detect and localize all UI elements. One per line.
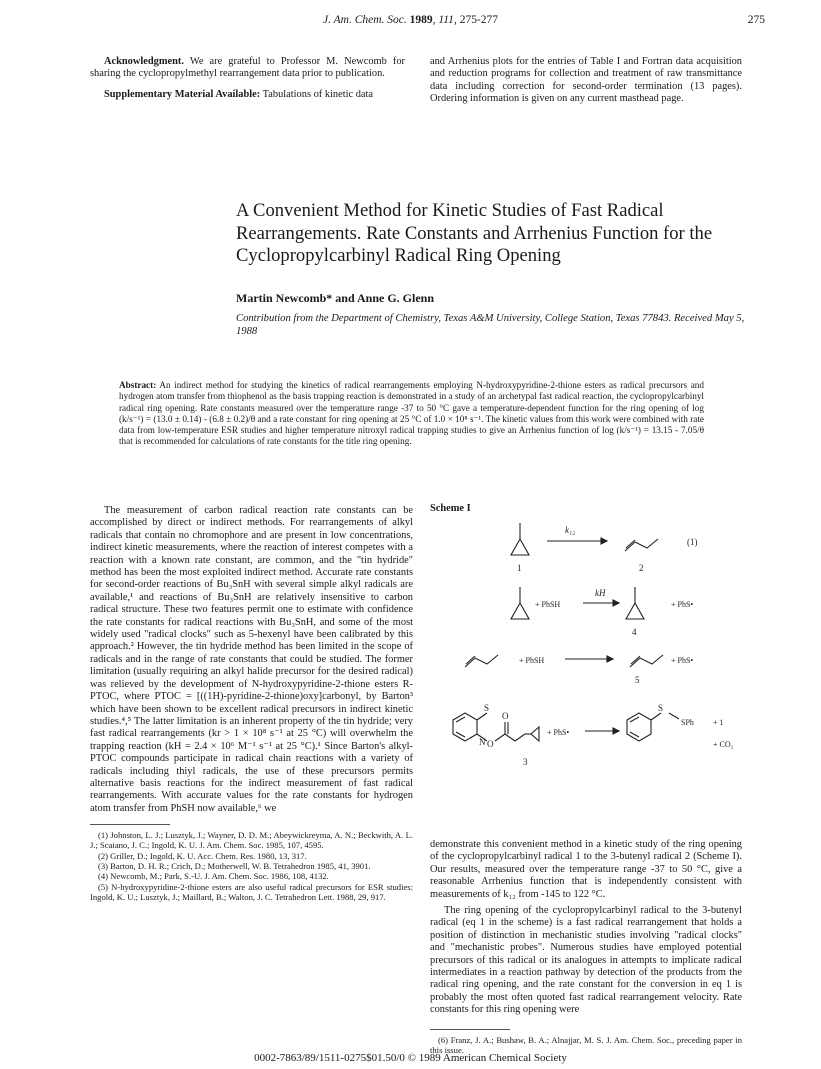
compound-4-label: 4 xyxy=(632,627,637,637)
compound-3-label: 3 xyxy=(523,757,528,767)
journal-name: J. Am. Chem. Soc. xyxy=(322,14,407,26)
equation-number: (1) xyxy=(687,537,698,547)
kh-label: kH xyxy=(595,588,606,598)
copyright-footer: 0002-7863/89/1511-0275$01.50/0 © 1989 American Chemical Society xyxy=(254,1052,567,1064)
abstract xyxy=(119,380,704,448)
thione-s-label: S xyxy=(484,703,490,713)
supplementary-text: Tabulations of kinetic data xyxy=(262,88,374,100)
footnote-5: (5) N-hydroxypyridine-2-thione esters are also useful radical precursors for ESR studies: Ingold, K. U.; Lusztyk, J.; Maillard, B.; Walton, J. C. Tetrahedron Lett. 1988, 29, 917. xyxy=(90,881,413,902)
journal-year: 1989 xyxy=(409,14,433,26)
page-number: 275 xyxy=(747,14,765,26)
footnote-rule-right xyxy=(430,1029,510,1030)
pyridyl-sulfide-product xyxy=(627,713,679,741)
footnotes-left xyxy=(90,830,413,902)
previous-article-right xyxy=(430,56,742,106)
cyclopropylcarbinyl-radical-1 xyxy=(511,523,529,555)
butenyl-radical-2 xyxy=(625,539,658,551)
carbonyl-o-label: O xyxy=(502,711,509,721)
footnote-rule-left xyxy=(90,824,170,825)
cyclopropylcarbinyl-radical-1b xyxy=(511,587,529,619)
article-title: A Convenient Method for Kinetic Studies of Fast Radical Rearrangements. Rate Constants and Arrhenius Function for the Cyclopropylcarbinyl Radical Ring Opening xyxy=(236,200,713,266)
footnote-2: (2) Griller, D.; Ingold, K. U. Acc. Chem. Res. 1980, 13, 317. xyxy=(98,850,307,861)
butenyl-radical-2b xyxy=(465,655,498,667)
phsh-reagent-2: + PhSH xyxy=(519,656,545,665)
arrow-row4 xyxy=(585,728,619,734)
journal-pages: 275-277 xyxy=(459,14,499,26)
acknowledgment-heading: Acknowledgment. xyxy=(104,56,184,67)
body-right-column xyxy=(430,839,742,1055)
running-header: J. Am. Chem. Soc. 1989, 111, 275-277 xyxy=(322,14,499,26)
compound-1-label: 1 xyxy=(517,563,522,573)
footnote-1: (1) Johnston, L. J.; Lusztyk, J.; Wayner, D. D. M.; Abeywickreyma, A. N.; Beckwith, A. L. J.; Scaiano, J. C.; Ingold, K. U. J. Am. Chem. Soc. 1985, 107, 4595. xyxy=(90,830,413,851)
arrow-row3 xyxy=(565,656,613,662)
sph-label: SPh xyxy=(681,718,694,727)
intro-paragraph: The measurement of carbon radical reaction rate constants can be accomplished by direct or indirect methods. For rearrangements of alkyl radicals that contain no chromophore and are present in low concentrations, indirect kinetic measurements, where the reaction of interest competes with a reaction with a known rate constant, are common, and the "tin hydride" method has been the most exploited indirect method. Accurate rate constants for second-order reactions of Bu₃SnH with several simple alkyl radicals are available,¹ and reactions of Bu₃SnH are relatively insensitive to carbon radical structure. These two features permit one to estimate with confidence the rate constants for radical reactions with Bu₃SnH, and some of the most widely used "radical clocks" such as 5-hexenyl have been calibrated by this approach.² However, the tin hydride method has been limited in the scope of radicals and in the range of rate constants that could be studied. The former limitation (usually requiring an alkyl halide precursor for the desired radical) was relieved by the development of N-hydroxypyridine-2-thione esters R-PTOC, where PTOC = [((1H)-pyridine-2-thione)oxy]carbonyl, by Barton³ which have been shown to be excellent radical precursors in indirect kinetic studies.⁴,⁵ The latter limitation is an inherent property of the tin hydride; very fast radical rearrangements (kr > 1 × 10⁸ s⁻¹ at 25 °C) will overwhelm the trapping reaction (kH = 2.4 × 10⁶ M⁻¹ s⁻¹ at 25 °C).¹ Since Barton's alkyl-PTOC compounds participate in radical chain reactions with a variety of radicals including thiyl radicals, the use of these precursors permits alternative basis reactions for the indirect measurement of fast radical rearrangements. With accurate values for the rate constants for hydrogen atom transfer from PhSH now available,⁶ we xyxy=(90,505,413,814)
supplementary-heading: Supplementary Material Available: xyxy=(104,88,261,100)
article-affiliation: Contribution from the Department of Chemistry, Texas A&M University, College Station, Texas 77843. Received May 5, 1988 xyxy=(236,313,745,337)
abstract-heading: Abstract: xyxy=(119,380,157,390)
acknowledgment xyxy=(90,56,405,81)
supplementary-material xyxy=(90,89,405,101)
phs-radical-1: + PhS• xyxy=(671,600,694,609)
phs-radical-3: + PhS• xyxy=(547,728,570,737)
n-label: N xyxy=(479,737,486,747)
butene-5 xyxy=(630,655,663,667)
arrow-kh xyxy=(583,600,619,606)
footnote-4: (4) Newcomb, M.; Park, S.-U. J. Am. Chem. Soc. 1986, 108, 4132. xyxy=(98,871,329,882)
right-paragraph-1: demonstrate this convenient method in a kinetic study of the ring opening of the cyclopropylcarbinyl radical 1 to the 3-butenyl radical 2 (Scheme I). Our results, measured over the temperature range -37 to 50 °C, give a reasonable Arrhenius function that is independently consistent with measurements of k₁₂ from -145 to 122 °C. xyxy=(430,839,742,900)
ester-o-label: O xyxy=(487,739,494,749)
ptoc-ester-3 xyxy=(453,713,539,741)
body-left-column xyxy=(90,505,413,902)
acknowledgment-text: We are grateful to Professor M. Newcomb for sharing the cyclopropylmethyl rearrangement data prior to publication. xyxy=(90,56,405,80)
compound-5-label: 5 xyxy=(635,675,640,685)
right-paragraph-2: The ring opening of the cyclopropylcarbinyl radical to the 3-butenyl radical (eq 1 in the scheme) is a fast radical rearrangement that holds a position of distinction in mechanistic studies involving "radical clocks" and "mechanistic probes". Numerous studies have employed potential precursors of this radical or its analogues in attempts to implicate radical intermediates in a reaction pathway by detection of the products from the radical ring opening, and the rate constant for the conversion in eq 1 is probably the most often quoted fast radical rearrangement velocity. Rate constants for this ring opening were xyxy=(430,905,742,1016)
article-authors: Martin Newcomb* and Anne G. Glenn xyxy=(236,291,435,305)
footnote-6: (6) Franz, J. A.; Bushaw, B. A.; Alnajjar, M. S. J. Am. Chem. Soc., preceding paper in this issue. xyxy=(430,1034,742,1055)
footnote-3: (3) Barton, D. H. R.; Crich, D.; Motherwell, W. B. Tetrahedron 1985, 41, 3901. xyxy=(98,861,371,872)
scheme-diagram xyxy=(425,515,745,835)
scheme-label: Scheme I xyxy=(430,503,471,514)
compound-2-label: 2 xyxy=(639,563,644,573)
co2-byproduct: + CO₂ xyxy=(713,740,734,749)
journal-volume: 111 xyxy=(438,14,454,26)
arrow-k12 xyxy=(547,538,607,544)
abstract-text: An indirect method for studying the kinetics of radical rearrangements employing N-hydroxypyridine-2-thione esters as radical precursors and hydrogen atom transfer from thiophenol as the basis trapping reaction is demonstrated in a study of an archetypal fast radical reaction, the cyclopropylcarbinyl radical ring opening. Rate constants measured over the temperature range -37 to 50 °C gave a temperature-dependent function for the ring opening of log (k/s⁻¹) = (13.0 ± 0.14) - (6.8 ± 0.2)/θ and a rate constant for ring opening at 25 °C of 1.0 × 10⁸ s⁻¹. The kinetic values from this work were combined with rate data from low-temperature ESR studies and higher temperature nitroxyl radical trapping studies to give an Arrhenius function of log (k/s⁻¹) = 13.15 - 7.05/θ that is recommended for calculations of rate constants for the title ring opening. xyxy=(119,380,704,447)
k12-label: k₁₂ xyxy=(565,525,576,535)
phs-radical-2: + PhS• xyxy=(671,656,694,665)
plus-compound-1: + 1 xyxy=(713,718,724,727)
previous-article-left xyxy=(90,56,405,101)
phsh-reagent: + PhSH xyxy=(535,600,561,609)
product-s-label: S xyxy=(658,703,664,713)
methylcyclopropane-4 xyxy=(626,587,644,619)
supplementary-continued: and Arrhenius plots for the entries of Table I and Fortran data acquisition and reduction programs for collection and treatment of raw transmittance data including correction for second-order termination (13 pages). Ordering information is given on any current masthead page. xyxy=(430,56,742,105)
